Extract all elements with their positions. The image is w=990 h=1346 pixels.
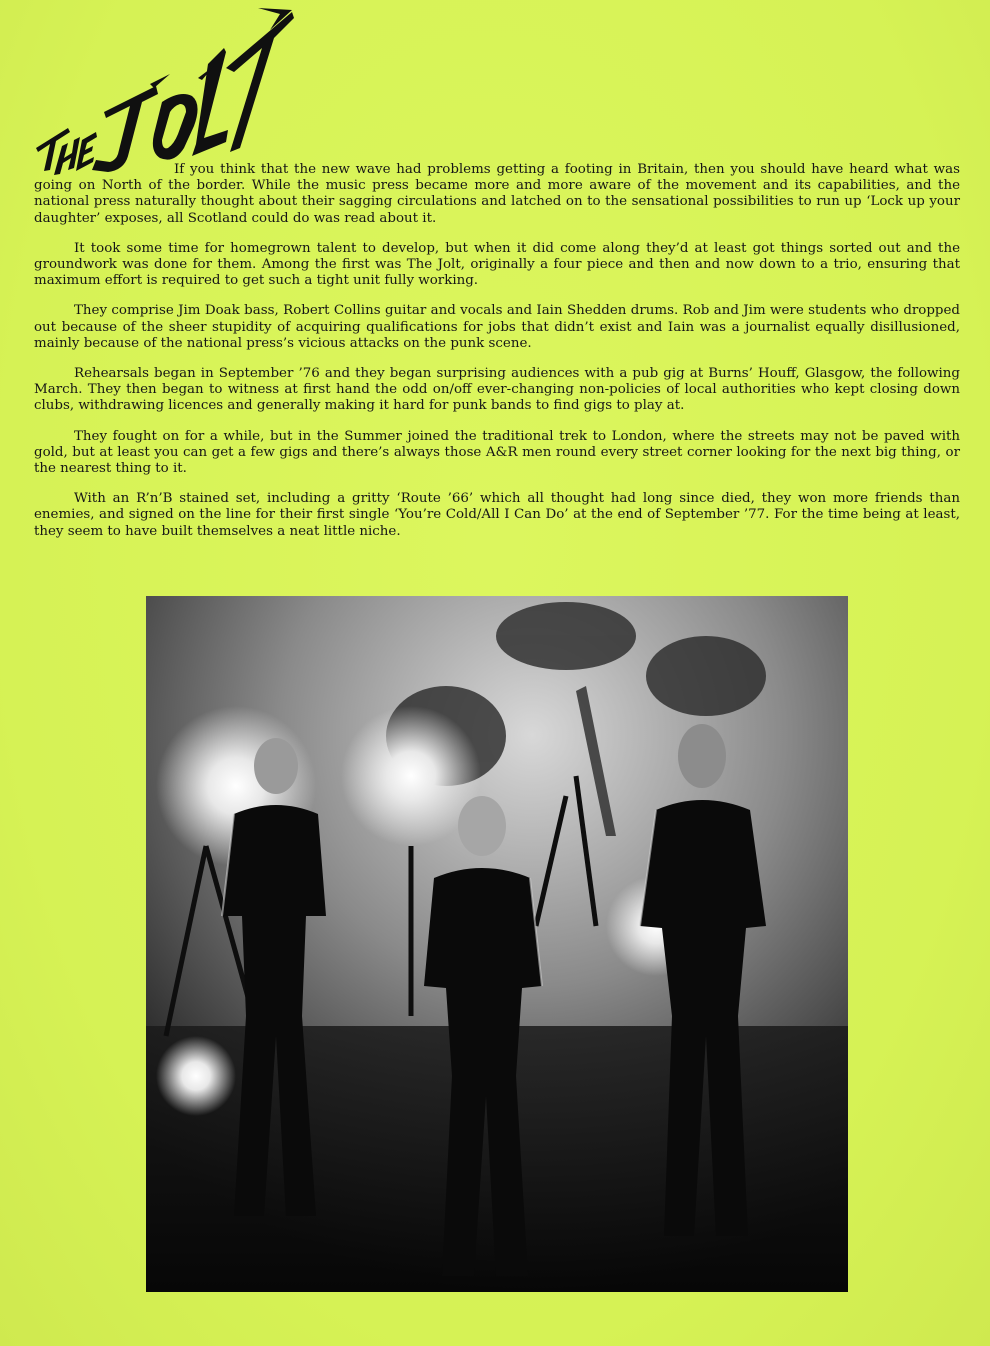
article-paragraph: If you think that the new wave had problems getting a footing in Britain, then you should have heard what was going on North of the border. While the music press became more and more aware of the movement and its capabilities, and the national press naturally thought about their sagging circulations and latched on to the sensational possibilities to run up ‘Lock up your daughter’ exposes, all Scotland could do was read about it. — [34, 162, 960, 226]
article-paragraph: They comprise Jim Doak bass, Robert Collins guitar and vocals and Iain Shedden drums. Rob and Jim were students who dropped out because of the sheer stupidity of acquiring qualifications for jobs that didn’t exist and Iain was a journalist equally disillusioned, mainly because of the national press’s vicious attacks on the punk scene. — [34, 303, 960, 351]
article-paragraph: Rehearsals began in September ’76 and they began surprising audiences with a pub gig at Burns’ Houff, Glasgow, the following March. They then began to witness at first hand the odd on/off ever-changing non-policies of local authorities who kept closing down clubs, withdrawing licences and generally making it hard for punk bands to find gigs to play at. — [34, 366, 960, 414]
band-logo — [30, 8, 300, 178]
article-paragraph: They fought on for a while, but in the Summer joined the traditional trek to London, where the streets may not be paved with gold, but at least you can get a few gigs and there’s always those A&R men round every street corner looking for the next big thing, or the nearest thing to it. — [34, 428, 960, 477]
band-photo-illustration — [146, 596, 848, 1292]
article-paragraph: With an R’n’B stained set, including a gritty ‘Route ’66’ which all thought had long since died, they won more friends than enemies, and signed on the line for their first single ‘You’re Cold/All I Can Do’ at the end of September ’77. For the time being at least, they seem to have built themselves a neat little niche. — [34, 491, 960, 539]
band-photo — [146, 596, 848, 1292]
article-body — [34, 162, 960, 554]
article-paragraph: It took some time for homegrown talent to develop, but when it did come along they’d at least got things sorted out and the groundwork was done for them. Among the first was The Jolt, originally a four piece and then and now down to a trio, ensuring that maximum effort is required to get such a tight unit fully working. — [34, 240, 960, 289]
band-logo-graphic — [30, 8, 300, 178]
